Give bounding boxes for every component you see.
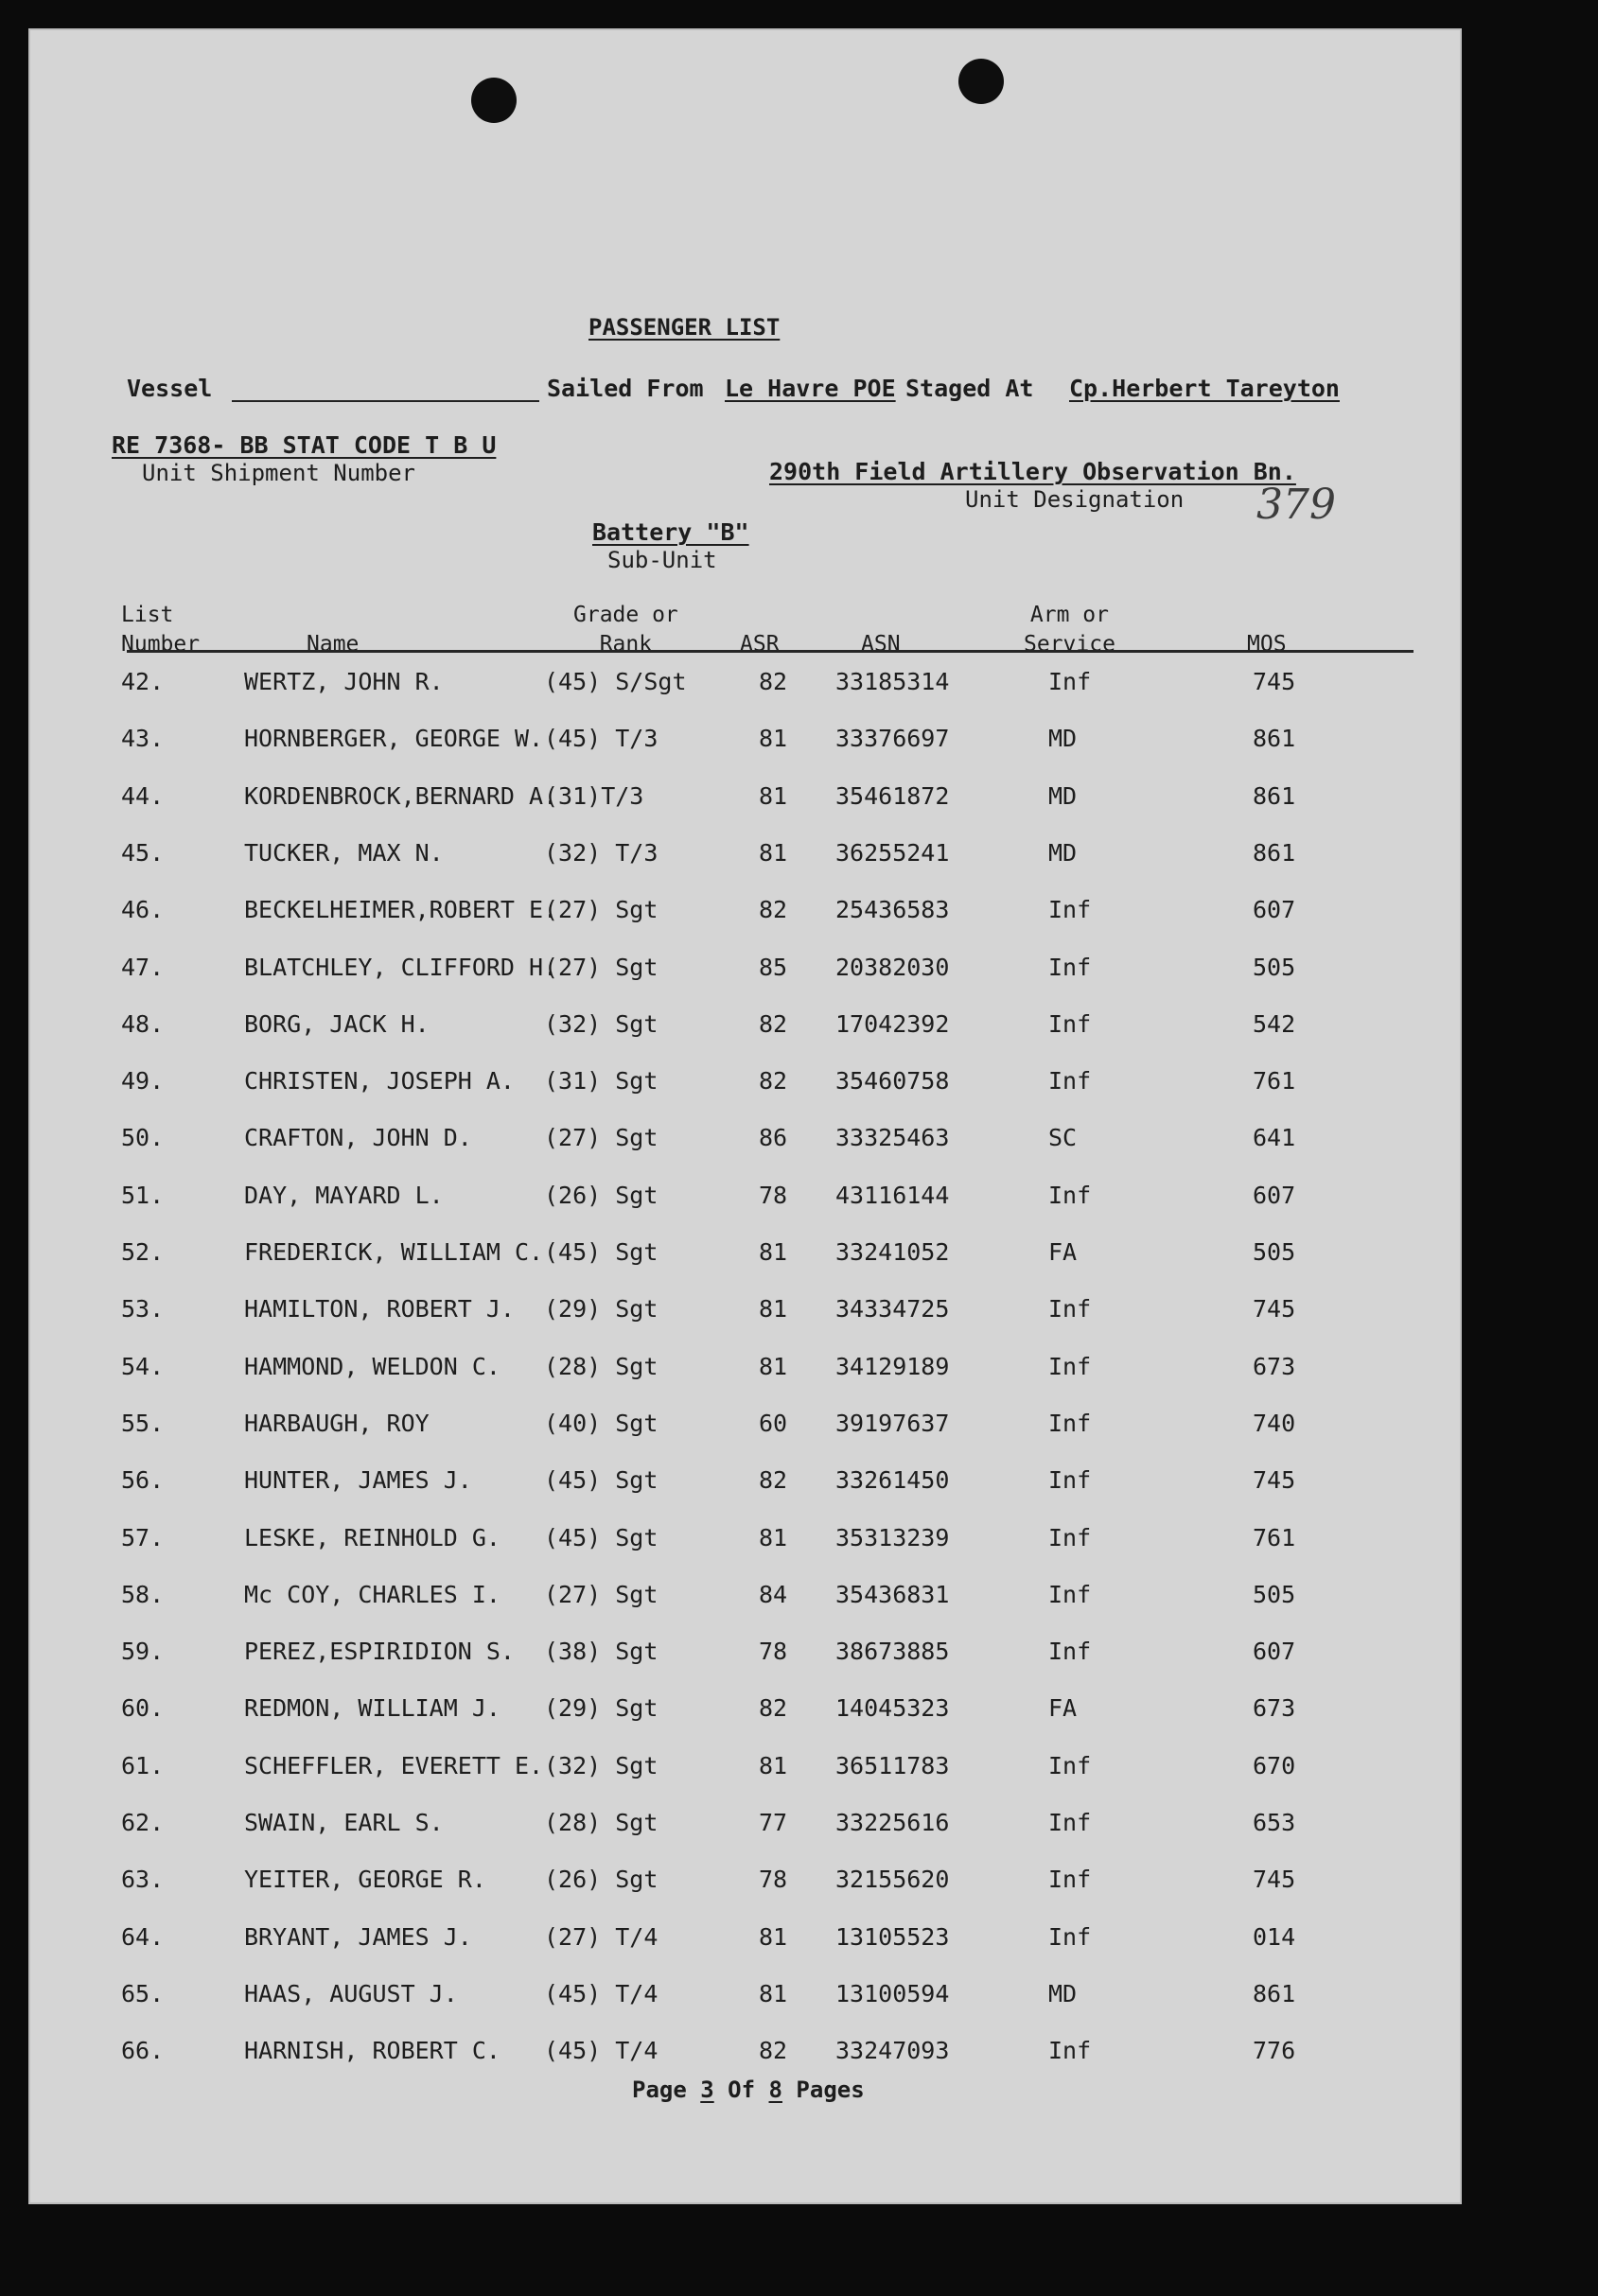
grade-rank: (40) Sgt (544, 1409, 659, 1437)
mos-code: 745 (1253, 1866, 1296, 1894)
col-asn: ASN (861, 632, 901, 657)
asr-score: 82 (759, 668, 788, 695)
arm-service: Inf (1048, 1809, 1092, 1836)
passenger-name: HARNISH, ROBERT C. (244, 2037, 500, 2065)
asr-score: 60 (759, 1409, 788, 1437)
table-row (28, 668, 1462, 725)
asn-number: 35313239 (835, 1523, 950, 1551)
passenger-name: DAY, MAYARD L. (244, 1181, 444, 1209)
passenger-name: HARBAUGH, ROY (244, 1409, 430, 1437)
vessel-blank-line (232, 400, 539, 402)
asr-score: 78 (759, 1181, 788, 1209)
unit-designation: 290th Field Artillery Observation Bn. (769, 458, 1296, 485)
list-number: 66. (121, 2037, 165, 2065)
arm-service: Inf (1048, 1181, 1092, 1209)
mos-code: 761 (1253, 1523, 1296, 1551)
grade-rank: (45) T/4 (544, 1979, 659, 2007)
arm-service: Inf (1048, 1922, 1092, 1951)
passenger-name: FREDERICK, WILLIAM C. (244, 1238, 544, 1266)
asr-score: 77 (759, 1809, 788, 1836)
of-label: Of (728, 2077, 756, 2103)
asn-number: 35461872 (835, 781, 950, 810)
table-row (28, 896, 1462, 953)
table-row (28, 1524, 1462, 1581)
grade-rank: (32) T/3 (544, 838, 659, 867)
col-list-number: List Number (121, 603, 201, 657)
table-row (28, 1581, 1462, 1638)
passenger-name: HAMMOND, WELDON C. (244, 1352, 500, 1380)
asr-score: 82 (759, 1694, 788, 1723)
mos-code: 861 (1253, 838, 1296, 867)
list-number: 49. (121, 1067, 165, 1095)
arm-service: Inf (1048, 1009, 1092, 1038)
mos-code: 861 (1253, 781, 1296, 810)
grade-rank: (26) Sgt (544, 1181, 659, 1209)
arm-service: Inf (1048, 2037, 1092, 2065)
grade-rank: (45) Sgt (544, 1238, 659, 1266)
asr-score: 82 (759, 1009, 788, 1038)
asr-score: 81 (759, 1523, 788, 1551)
grade-rank: (27) Sgt (544, 896, 659, 924)
unit-shipment-label: Unit Shipment Number (142, 460, 415, 486)
unit-shipment-number: RE 7368- BB STAT CODE T B U (112, 431, 497, 459)
asr-score: 81 (759, 1922, 788, 1951)
pages-label: Pages (796, 2077, 865, 2103)
passenger-name: YEITER, GEORGE R. (244, 1866, 486, 1894)
list-number: 57. (121, 1523, 165, 1551)
passenger-name: HORNBERGER, GEORGE W. (244, 725, 544, 753)
mos-code: 641 (1253, 1124, 1296, 1152)
arm-service: Inf (1048, 668, 1092, 695)
table-row (28, 954, 1462, 1010)
asr-score: 81 (759, 1352, 788, 1380)
table-row (28, 1638, 1462, 1694)
passenger-name: KORDENBROCK,BERNARD A. (244, 781, 558, 810)
list-number: 56. (121, 1466, 165, 1495)
asn-number: 43116144 (835, 1181, 950, 1209)
mos-code: 761 (1253, 1067, 1296, 1095)
asr-score: 84 (759, 1580, 788, 1608)
grade-rank: (45) Sgt (544, 1466, 659, 1495)
page-label: Page (632, 2077, 687, 2103)
grade-rank: (29) Sgt (544, 1295, 659, 1323)
arm-service: Inf (1048, 1866, 1092, 1894)
arm-service: SC (1048, 1124, 1078, 1152)
grade-rank: (45) S/Sgt (544, 668, 687, 695)
arm-service: MD (1048, 838, 1078, 867)
arm-service: Inf (1048, 896, 1092, 924)
grade-rank: (45) T/4 (544, 2037, 659, 2065)
asr-score: 81 (759, 1295, 788, 1323)
arm-service: Inf (1048, 1352, 1092, 1380)
asr-score: 82 (759, 1466, 788, 1495)
list-number: 44. (121, 781, 165, 810)
page-footer (632, 2077, 865, 2103)
table-row (28, 839, 1462, 896)
col-grade: Grade or Rank (573, 603, 678, 657)
asn-number: 33261450 (835, 1466, 950, 1495)
sub-unit: Battery "B" (592, 518, 749, 546)
grade-rank: (32) Sgt (544, 1751, 659, 1779)
arm-service: FA (1048, 1238, 1078, 1266)
passenger-name: CRAFTON, JOHN D. (244, 1124, 472, 1152)
asr-score: 78 (759, 1638, 788, 1666)
asn-number: 33376697 (835, 725, 950, 753)
list-number: 53. (121, 1295, 165, 1323)
asr-score: 81 (759, 1238, 788, 1266)
asr-score: 86 (759, 1124, 788, 1152)
table-row (28, 1295, 1462, 1352)
asn-number: 35460758 (835, 1067, 950, 1095)
asn-number: 33247093 (835, 2037, 950, 2065)
col-arm: Arm or Service (1024, 603, 1115, 657)
handwritten-number: 379 (1256, 481, 1336, 529)
table-row (28, 1410, 1462, 1466)
asn-number: 34129189 (835, 1352, 950, 1380)
table-row (28, 1238, 1462, 1295)
col-asr: ASR (740, 632, 780, 657)
staged-at-value: Cp.Herbert Tareyton (1069, 375, 1340, 402)
asn-number: 20382030 (835, 953, 950, 981)
mos-code: 861 (1253, 725, 1296, 753)
mos-code: 745 (1253, 668, 1296, 695)
mos-code: 745 (1253, 1466, 1296, 1495)
passenger-name: HAMILTON, ROBERT J. (244, 1295, 515, 1323)
table-row (28, 1866, 1462, 1922)
mos-code: 505 (1253, 953, 1296, 981)
list-number: 45. (121, 838, 165, 867)
grade-rank: (32) Sgt (544, 1009, 659, 1038)
vessel-label: Vessel (127, 375, 213, 402)
document-page (28, 28, 1462, 2204)
asr-score: 85 (759, 953, 788, 981)
punch-hole-right (958, 59, 1004, 104)
passenger-name: BORG, JACK H. (244, 1009, 430, 1038)
mos-code: 607 (1253, 1638, 1296, 1666)
asn-number: 25436583 (835, 896, 950, 924)
list-number: 59. (121, 1638, 165, 1666)
asn-number: 32155620 (835, 1866, 950, 1894)
asn-number: 39197637 (835, 1409, 950, 1437)
arm-service: Inf (1048, 953, 1092, 981)
document-title: PASSENGER LIST (588, 314, 781, 341)
grade-rank: (27) Sgt (544, 1124, 659, 1152)
passenger-name: BRYANT, JAMES J. (244, 1922, 472, 1951)
asr-score: 82 (759, 2037, 788, 2065)
grade-rank: (45) Sgt (544, 1523, 659, 1551)
asn-number: 33185314 (835, 668, 950, 695)
list-number: 43. (121, 725, 165, 753)
mos-code: 607 (1253, 1181, 1296, 1209)
list-number: 55. (121, 1409, 165, 1437)
passenger-name: Mc COY, CHARLES I. (244, 1580, 500, 1608)
page-number: 3 (700, 2077, 714, 2103)
asr-score: 81 (759, 1751, 788, 1779)
passenger-name: LESKE, REINHOLD G. (244, 1523, 500, 1551)
grade-rank: (27) Sgt (544, 1580, 659, 1608)
mos-code: 505 (1253, 1580, 1296, 1608)
arm-service: MD (1048, 1979, 1078, 2007)
asn-number: 34334725 (835, 1295, 950, 1323)
table-row (28, 1182, 1462, 1238)
mos-code: 607 (1253, 896, 1296, 924)
arm-service: FA (1048, 1694, 1078, 1723)
list-number: 42. (121, 668, 165, 695)
grade-rank: (38) Sgt (544, 1638, 659, 1666)
total-pages: 8 (768, 2077, 782, 2103)
grade-rank: (27) T/4 (544, 1922, 659, 1951)
mos-code: 861 (1253, 1979, 1296, 2007)
grade-rank: (27) Sgt (544, 953, 659, 981)
list-number: 54. (121, 1352, 165, 1380)
list-number: 60. (121, 1694, 165, 1723)
grade-rank: (26) Sgt (544, 1866, 659, 1894)
arm-service: Inf (1048, 1466, 1092, 1495)
arm-service: Inf (1048, 1580, 1092, 1608)
passenger-name: BECKELHEIMER,ROBERT E. (244, 896, 558, 924)
grade-rank: (31)T/3 (544, 781, 644, 810)
list-number: 51. (121, 1181, 165, 1209)
mos-code: 673 (1253, 1352, 1296, 1380)
asn-number: 33325463 (835, 1124, 950, 1152)
table-row (28, 1067, 1462, 1124)
asn-number: 36511783 (835, 1751, 950, 1779)
grade-rank: (45) T/3 (544, 725, 659, 753)
table-row (28, 1010, 1462, 1067)
asn-number: 13105523 (835, 1922, 950, 1951)
passenger-name: REDMON, WILLIAM J. (244, 1694, 500, 1723)
asn-number: 14045323 (835, 1694, 950, 1723)
grade-rank: (28) Sgt (544, 1809, 659, 1836)
col-name: Name (307, 632, 360, 657)
passenger-name: HAAS, AUGUST J. (244, 1979, 458, 2007)
list-number: 63. (121, 1866, 165, 1894)
unit-designation-label: Unit Designation (965, 486, 1185, 513)
arm-service: Inf (1048, 1751, 1092, 1779)
table-row (28, 1980, 1462, 2037)
table-row (28, 1353, 1462, 1410)
mos-code: 670 (1253, 1751, 1296, 1779)
mos-code: 740 (1253, 1409, 1296, 1437)
mos-code: 673 (1253, 1694, 1296, 1723)
asn-number: 38673885 (835, 1638, 950, 1666)
list-number: 64. (121, 1922, 165, 1951)
asn-number: 33241052 (835, 1238, 950, 1266)
asn-number: 36255241 (835, 838, 950, 867)
asn-number: 13100594 (835, 1979, 950, 2007)
arm-service: Inf (1048, 1638, 1092, 1666)
asr-score: 81 (759, 725, 788, 753)
staged-at-label: Staged At (905, 375, 1034, 402)
asr-score: 81 (759, 838, 788, 867)
grade-rank: (28) Sgt (544, 1352, 659, 1380)
table-row (28, 725, 1462, 781)
asn-number: 17042392 (835, 1009, 950, 1038)
asr-score: 81 (759, 1979, 788, 2007)
passenger-name: WERTZ, JOHN R. (244, 668, 444, 695)
passenger-name: HUNTER, JAMES J. (244, 1466, 472, 1495)
table-row (28, 1809, 1462, 1866)
sailed-from-label: Sailed From (547, 375, 704, 402)
list-number: 47. (121, 953, 165, 981)
arm-service: Inf (1048, 1295, 1092, 1323)
list-number: 50. (121, 1124, 165, 1152)
arm-service: MD (1048, 781, 1078, 810)
header-rule (127, 650, 1414, 653)
list-number: 52. (121, 1238, 165, 1266)
sub-unit-label: Sub-Unit (607, 547, 717, 573)
list-number: 65. (121, 1979, 165, 2007)
passenger-name: CHRISTEN, JOSEPH A. (244, 1067, 515, 1095)
table-row (28, 1923, 1462, 1980)
list-number: 62. (121, 1809, 165, 1836)
passenger-name: BLATCHLEY, CLIFFORD H. (244, 953, 558, 981)
mos-code: 653 (1253, 1809, 1296, 1836)
asr-score: 81 (759, 781, 788, 810)
passenger-name: SWAIN, EARL S. (244, 1809, 444, 1836)
mos-code: 776 (1253, 2037, 1296, 2065)
col-mos: MOS (1247, 632, 1287, 657)
punch-hole-left (471, 78, 517, 123)
table-row (28, 1752, 1462, 1809)
mos-code: 505 (1253, 1238, 1296, 1266)
asn-number: 35436831 (835, 1580, 950, 1608)
arm-service: Inf (1048, 1409, 1092, 1437)
asr-score: 82 (759, 896, 788, 924)
table-row (28, 782, 1462, 839)
list-number: 61. (121, 1751, 165, 1779)
list-number: 48. (121, 1009, 165, 1038)
asr-score: 82 (759, 1067, 788, 1095)
asn-number: 33225616 (835, 1809, 950, 1836)
grade-rank: (29) Sgt (544, 1694, 659, 1723)
table-row (28, 1466, 1462, 1523)
arm-service: Inf (1048, 1523, 1092, 1551)
arm-service: MD (1048, 725, 1078, 753)
mos-code: 014 (1253, 1922, 1296, 1951)
grade-rank: (31) Sgt (544, 1067, 659, 1095)
passenger-name: SCHEFFLER, EVERETT E. (244, 1751, 544, 1779)
list-number: 46. (121, 896, 165, 924)
table-row (28, 1124, 1462, 1181)
list-number: 58. (121, 1580, 165, 1608)
arm-service: Inf (1048, 1067, 1092, 1095)
asr-score: 78 (759, 1866, 788, 1894)
mos-code: 542 (1253, 1009, 1296, 1038)
table-row (28, 1694, 1462, 1751)
mos-code: 745 (1253, 1295, 1296, 1323)
sailed-from-value: Le Havre POE (725, 375, 896, 402)
passenger-name: PEREZ,ESPIRIDION S. (244, 1638, 515, 1666)
passenger-name: TUCKER, MAX N. (244, 838, 444, 867)
